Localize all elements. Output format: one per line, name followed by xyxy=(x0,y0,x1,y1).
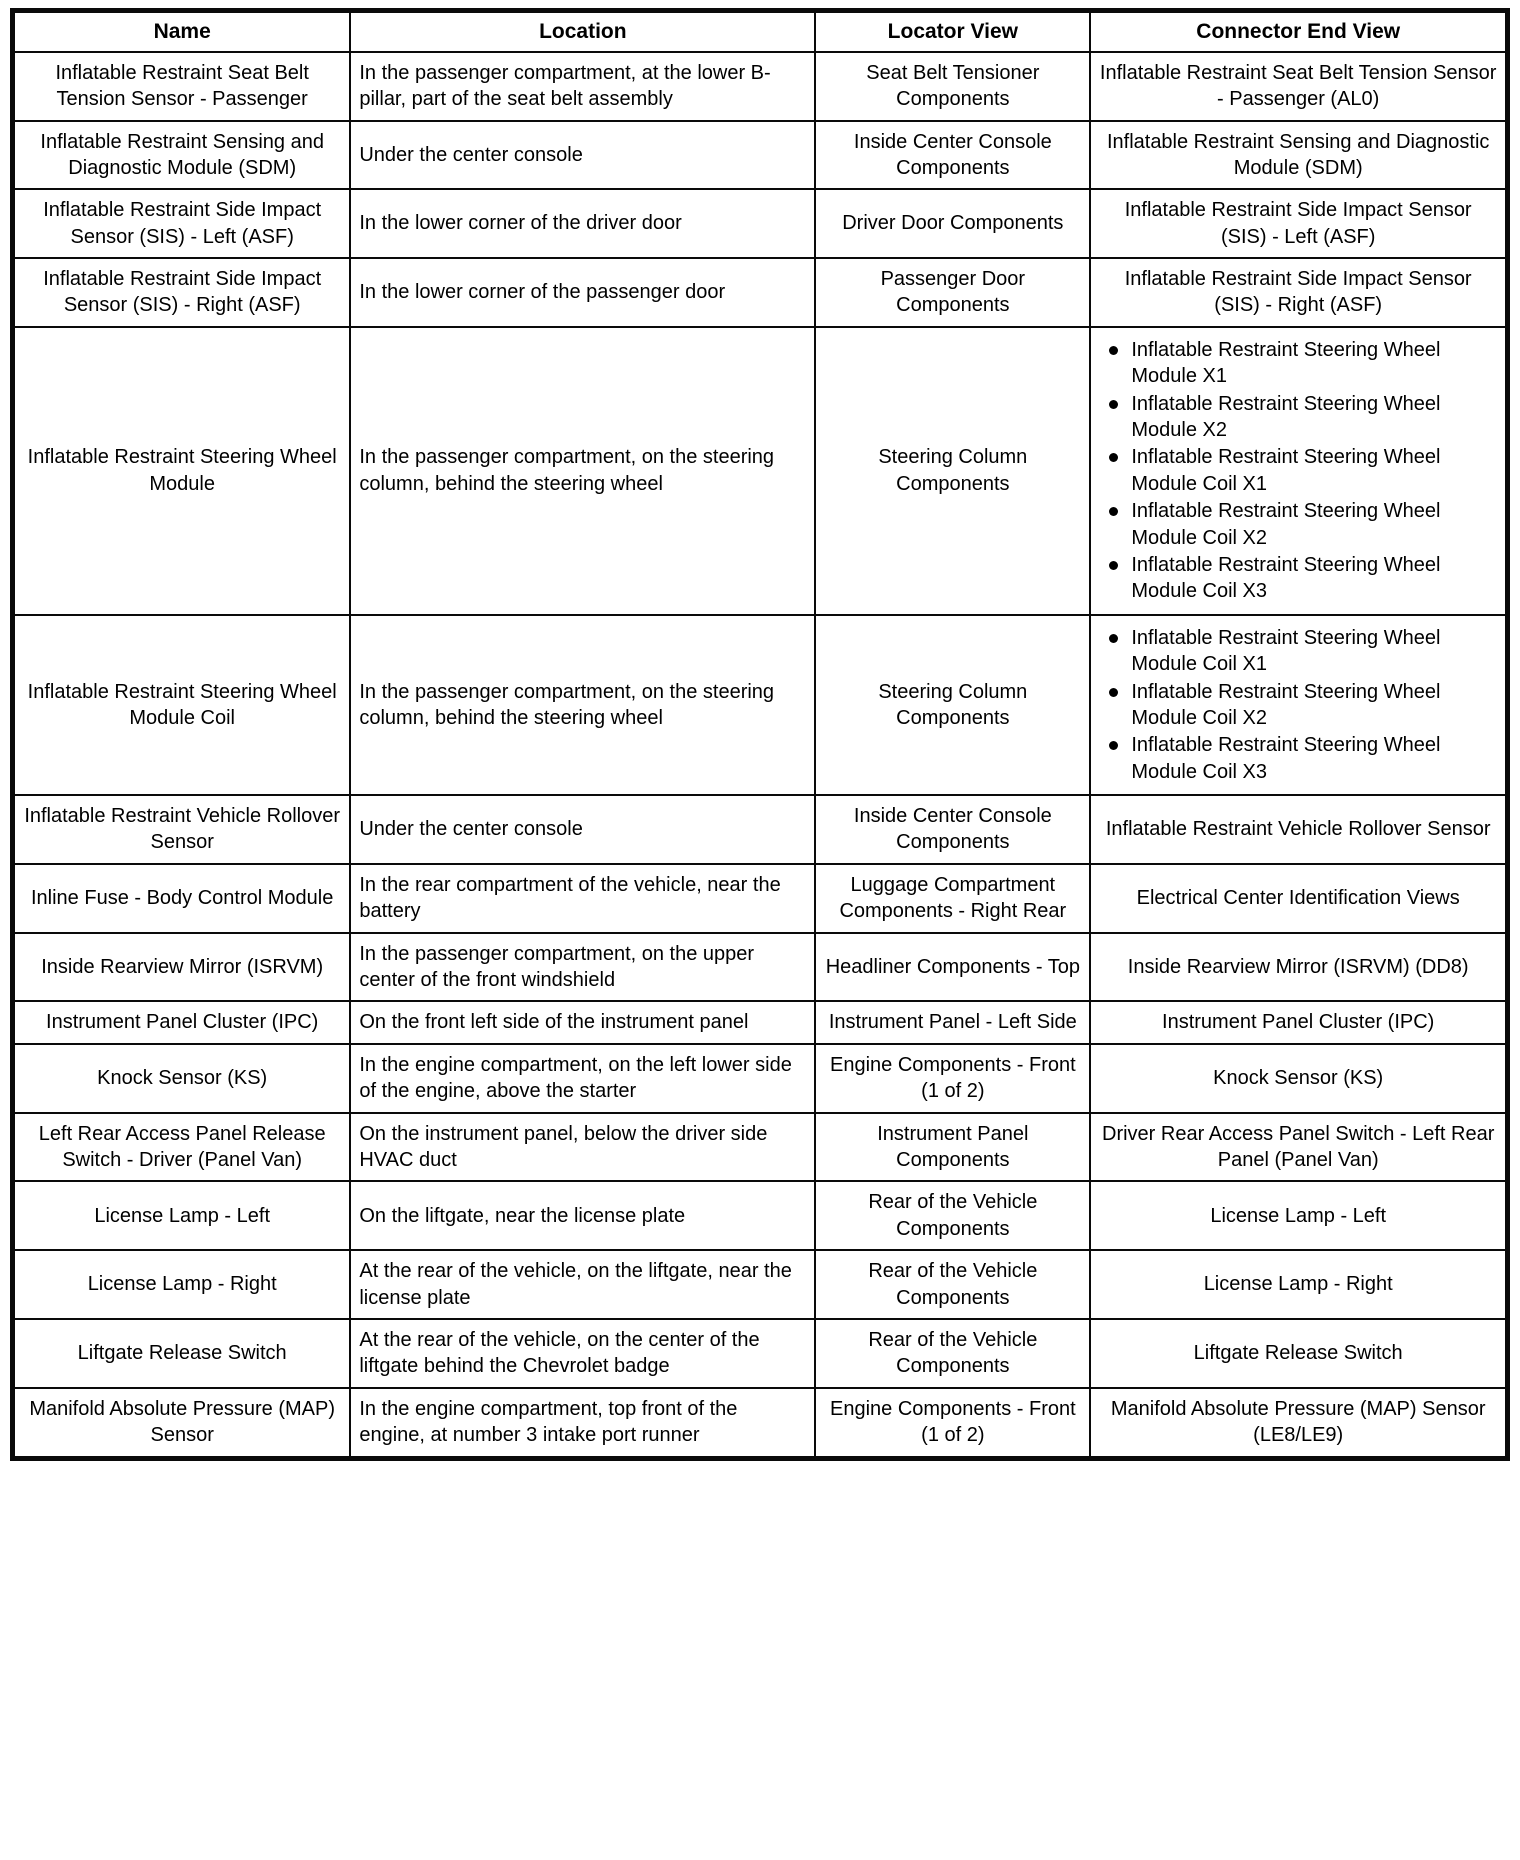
location-cell: In the passenger compartment, on the upper center of the front windshield xyxy=(350,933,815,1002)
name-cell: Inflatable Restraint Sensing and Diagnostic Module (SDM) xyxy=(13,121,351,190)
locator-view-cell: Engine Components - Front (1 of 2) xyxy=(815,1388,1090,1458)
name-cell: Liftgate Release Switch xyxy=(13,1319,351,1388)
name-cell: Inflatable Restraint Side Impact Sensor (SIS) - Right (ASF) xyxy=(13,258,351,327)
locator-view-cell: Steering Column Components xyxy=(815,327,1090,615)
connector-end-view-cell: Liftgate Release Switch xyxy=(1090,1319,1507,1388)
connector-list-item: Inflatable Restraint Steering Wheel Module Coil X2 xyxy=(1101,679,1499,732)
connector-end-view-cell: Inflatable Restraint Side Impact Sensor (SIS) - Right (ASF) xyxy=(1090,258,1507,327)
locator-view-cell: Rear of the Vehicle Components xyxy=(815,1181,1090,1250)
name-cell: Instrument Panel Cluster (IPC) xyxy=(13,1001,351,1043)
table-row xyxy=(13,615,1508,795)
table-row xyxy=(13,933,1508,1002)
component-locator-table xyxy=(10,8,1510,1461)
connector-list-item: Inflatable Restraint Steering Wheel Module X2 xyxy=(1101,391,1499,444)
location-cell: Under the center console xyxy=(350,121,815,190)
column-header-connector-end-view: Connector End View xyxy=(1090,11,1507,52)
column-header-name: Name xyxy=(13,11,351,52)
name-cell: Left Rear Access Panel Release Switch - Driver (Panel Van) xyxy=(13,1113,351,1182)
connector-end-view-cell: License Lamp - Right xyxy=(1090,1250,1507,1319)
table-row xyxy=(13,121,1508,190)
location-cell: In the passenger compartment, on the steering column, behind the steering wheel xyxy=(350,327,815,615)
connector-list-item: Inflatable Restraint Steering Wheel Module X1 xyxy=(1101,337,1499,390)
connector-end-view-cell: Inflatable Restraint Seat Belt Tension Sensor - Passenger (AL0) xyxy=(1090,52,1507,121)
connector-end-view-cell: Manifold Absolute Pressure (MAP) Sensor (LE8/LE9) xyxy=(1090,1388,1507,1458)
location-cell: Under the center console xyxy=(350,795,815,864)
connector-list xyxy=(1101,625,1499,785)
table-row xyxy=(13,1113,1508,1182)
name-cell: License Lamp - Left xyxy=(13,1181,351,1250)
location-cell: At the rear of the vehicle, on the liftgate, near the license plate xyxy=(350,1250,815,1319)
locator-view-cell: Instrument Panel Components xyxy=(815,1113,1090,1182)
locator-view-cell: Driver Door Components xyxy=(815,189,1090,258)
location-cell: At the rear of the vehicle, on the center of the liftgate behind the Chevrolet badge xyxy=(350,1319,815,1388)
locator-view-cell: Engine Components - Front (1 of 2) xyxy=(815,1044,1090,1113)
name-cell: Inside Rearview Mirror (ISRVM) xyxy=(13,933,351,1002)
connector-list-item: Inflatable Restraint Steering Wheel Module Coil X3 xyxy=(1101,552,1499,605)
location-cell: In the lower corner of the passenger door xyxy=(350,258,815,327)
name-cell: License Lamp - Right xyxy=(13,1250,351,1319)
connector-list-item: Inflatable Restraint Steering Wheel Module Coil X3 xyxy=(1101,732,1499,785)
column-header-location: Location xyxy=(350,11,815,52)
connector-end-view-cell: License Lamp - Left xyxy=(1090,1181,1507,1250)
name-cell: Knock Sensor (KS) xyxy=(13,1044,351,1113)
location-cell: In the rear compartment of the vehicle, near the battery xyxy=(350,864,815,933)
table-header xyxy=(13,11,1508,52)
connector-end-view-cell: Inflatable Restraint Sensing and Diagnostic Module (SDM) xyxy=(1090,121,1507,190)
location-cell: In the passenger compartment, at the lower B-pillar, part of the seat belt assembly xyxy=(350,52,815,121)
name-cell: Manifold Absolute Pressure (MAP) Sensor xyxy=(13,1388,351,1458)
locator-view-cell: Rear of the Vehicle Components xyxy=(815,1319,1090,1388)
locator-view-cell: Luggage Compartment Components - Right Rear xyxy=(815,864,1090,933)
locator-view-cell: Inside Center Console Components xyxy=(815,121,1090,190)
table-row xyxy=(13,1319,1508,1388)
connector-end-view-cell: Instrument Panel Cluster (IPC) xyxy=(1090,1001,1507,1043)
connector-list-item: Inflatable Restraint Steering Wheel Module Coil X2 xyxy=(1101,498,1499,551)
location-cell: On the liftgate, near the license plate xyxy=(350,1181,815,1250)
table-row xyxy=(13,327,1508,615)
table-row xyxy=(13,1001,1508,1043)
connector-list-item: Inflatable Restraint Steering Wheel Module Coil X1 xyxy=(1101,625,1499,678)
name-cell: Inflatable Restraint Steering Wheel Module xyxy=(13,327,351,615)
locator-view-cell: Passenger Door Components xyxy=(815,258,1090,327)
connector-end-view-cell: Driver Rear Access Panel Switch - Left Rear Panel (Panel Van) xyxy=(1090,1113,1507,1182)
locator-view-cell: Seat Belt Tensioner Components xyxy=(815,52,1090,121)
name-cell: Inflatable Restraint Steering Wheel Module Coil xyxy=(13,615,351,795)
connector-list xyxy=(1101,337,1499,605)
locator-view-cell: Headliner Components - Top xyxy=(815,933,1090,1002)
connector-end-view-cell: Knock Sensor (KS) xyxy=(1090,1044,1507,1113)
table-row xyxy=(13,1044,1508,1113)
locator-view-cell: Steering Column Components xyxy=(815,615,1090,795)
name-cell: Inflatable Restraint Side Impact Sensor (SIS) - Left (ASF) xyxy=(13,189,351,258)
table-row xyxy=(13,1388,1508,1458)
connector-end-view-cell: Electrical Center Identification Views xyxy=(1090,864,1507,933)
table-row xyxy=(13,189,1508,258)
location-cell: In the lower corner of the driver door xyxy=(350,189,815,258)
table-row xyxy=(13,258,1508,327)
locator-view-cell: Inside Center Console Components xyxy=(815,795,1090,864)
table-row xyxy=(13,864,1508,933)
connector-end-view-cell xyxy=(1090,615,1507,795)
connector-end-view-cell: Inside Rearview Mirror (ISRVM) (DD8) xyxy=(1090,933,1507,1002)
connector-end-view-cell xyxy=(1090,327,1507,615)
table-row xyxy=(13,1250,1508,1319)
locator-view-cell: Rear of the Vehicle Components xyxy=(815,1250,1090,1319)
locator-view-cell: Instrument Panel - Left Side xyxy=(815,1001,1090,1043)
location-cell: On the instrument panel, below the driver side HVAC duct xyxy=(350,1113,815,1182)
location-cell: In the passenger compartment, on the steering column, behind the steering wheel xyxy=(350,615,815,795)
table-body xyxy=(13,52,1508,1458)
location-cell: In the engine compartment, top front of the engine, at number 3 intake port runner xyxy=(350,1388,815,1458)
column-header-locator-view: Locator View xyxy=(815,11,1090,52)
header-row xyxy=(13,11,1508,52)
name-cell: Inline Fuse - Body Control Module xyxy=(13,864,351,933)
name-cell: Inflatable Restraint Vehicle Rollover Sensor xyxy=(13,795,351,864)
location-cell: On the front left side of the instrument panel xyxy=(350,1001,815,1043)
table-row xyxy=(13,52,1508,121)
connector-list-item: Inflatable Restraint Steering Wheel Module Coil X1 xyxy=(1101,444,1499,497)
name-cell: Inflatable Restraint Seat Belt Tension Sensor - Passenger xyxy=(13,52,351,121)
location-cell: In the engine compartment, on the left lower side of the engine, above the starter xyxy=(350,1044,815,1113)
table-row xyxy=(13,795,1508,864)
connector-end-view-cell: Inflatable Restraint Side Impact Sensor (SIS) - Left (ASF) xyxy=(1090,189,1507,258)
table-row xyxy=(13,1181,1508,1250)
connector-end-view-cell: Inflatable Restraint Vehicle Rollover Sensor xyxy=(1090,795,1507,864)
